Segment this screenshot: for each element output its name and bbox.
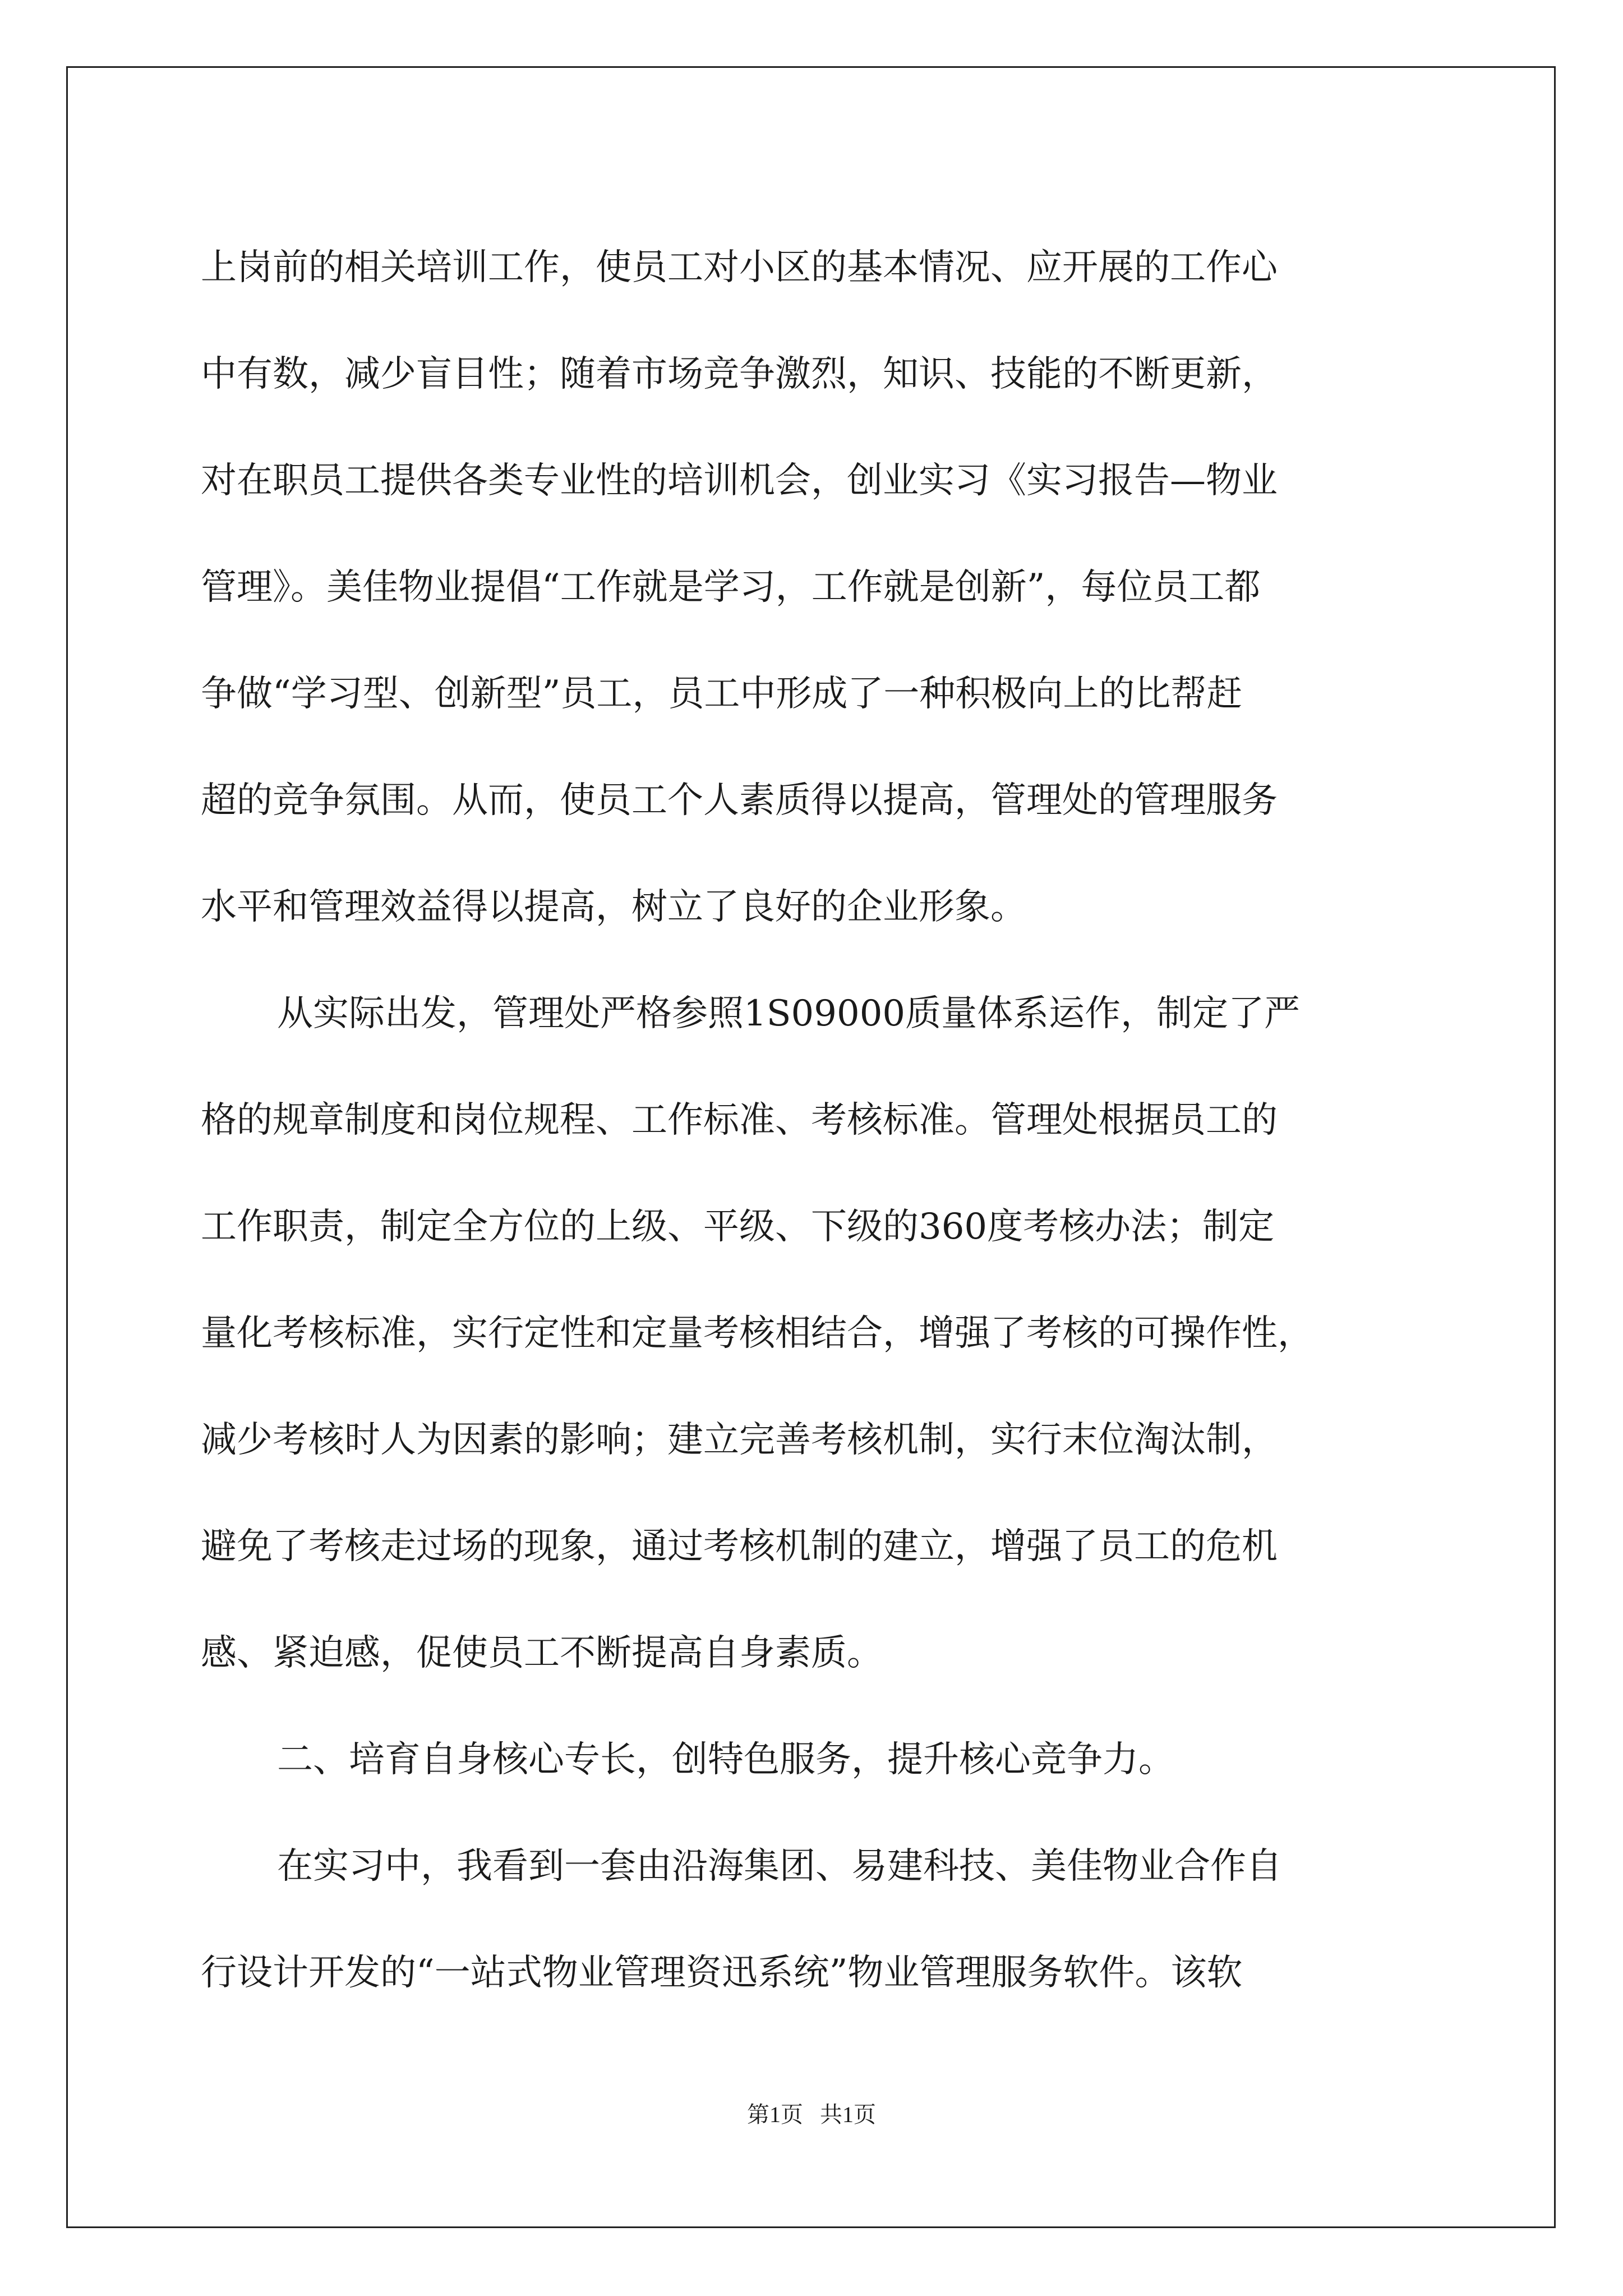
text-line: 量化考核标准，实行定性和定量考核相结合，增强了考核的可操作性， bbox=[201, 1313, 1313, 1354]
text-line: 对在职员工提供各类专业性的培训机会，创业实习《实习报告—物业 bbox=[201, 460, 1278, 501]
text-line: 水平和管理效益得以提高，树立了良好的企业形象。 bbox=[201, 886, 1026, 928]
text-line: 上岗前的相关培训工作，使员工对小区的基本情况、应开展的工作心 bbox=[201, 247, 1278, 288]
text-line: 超的竞争氛围。从而，使员工个人素质得以提高，管理处的管理服务 bbox=[201, 780, 1278, 821]
section-heading: 二、培育自身核心专长，创特色服务，提升核心竞争力。 bbox=[277, 1739, 1174, 1780]
text-line: 感、紧迫感，促使员工不断提高自身素质。 bbox=[201, 1632, 883, 1674]
paragraph-first-line: 从实际出发，管理处严格参照1S09000质量体系运作，制定了严 bbox=[277, 993, 1301, 1034]
text-line: 争做“学习型、创新型”员工，员工中形成了一种积极向上的比帮赶 bbox=[201, 673, 1243, 715]
text-line: 减少考核时人为因素的影响；建立完善考核机制，实行末位淘汰制， bbox=[201, 1419, 1278, 1461]
page-footer: 第1页 共1页 bbox=[747, 2102, 876, 2127]
text-line: 中有数，减少盲目性；随着市场竞争激烈，知识、技能的不断更新， bbox=[201, 353, 1278, 395]
text-line: 工作职责，制定全方位的上级、平级、下级的360度考核办法；制定 bbox=[201, 1206, 1275, 1248]
document-body bbox=[201, 214, 1440, 2026]
text-line: 行设计开发的“一站式物业管理资迅系统”物业管理服务软件。该软 bbox=[201, 1952, 1243, 1994]
text-line: 管理》。美佳物业提倡“工作就是学习，工作就是创新”，每位员工都 bbox=[201, 567, 1261, 608]
paragraph-first-line: 在实习中，我看到一套由沿海集团、易建科技、美佳物业合作自 bbox=[277, 1846, 1282, 1887]
text-line: 格的规章制度和岗位规程、工作标准、考核标准。管理处根据员工的 bbox=[201, 1099, 1278, 1141]
text-line: 避免了考核走过场的现象，通过考核机制的建立，增强了员工的危机 bbox=[201, 1526, 1278, 1567]
